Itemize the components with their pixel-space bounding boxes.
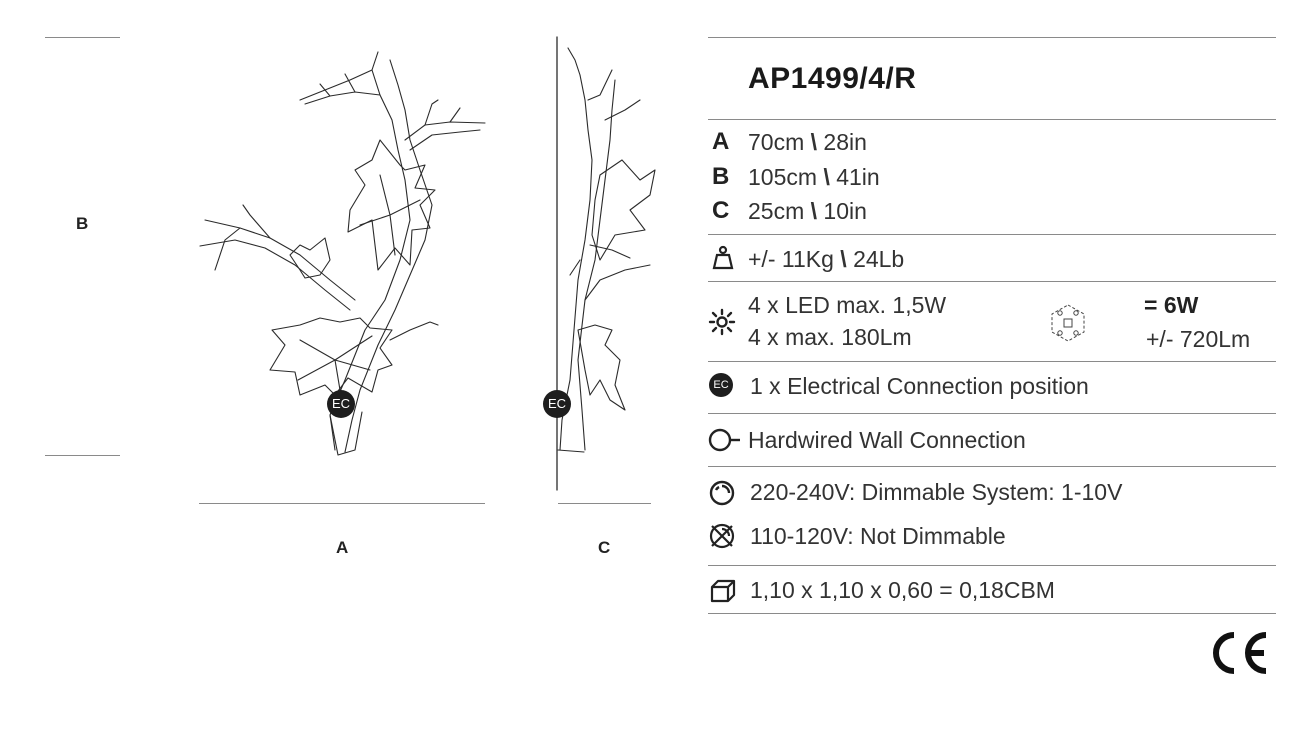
dimension-cm: 105cm [748, 164, 818, 190]
dimension-label-a: A [336, 538, 349, 557]
ec-text: 1 x Electrical Connection position [750, 373, 1089, 399]
dimension-key: C [712, 197, 730, 224]
dimension-label-b: B [76, 214, 89, 233]
dimension-value [748, 198, 867, 225]
dimmable-text: 220-240V: Dimmable System: 1-10V [750, 479, 1123, 505]
light-line-1: 4 x LED max. 1,5W [748, 292, 947, 318]
dimension-key: A [712, 128, 730, 155]
dimension-key: B [712, 163, 730, 190]
weight-value [748, 246, 904, 273]
divider-top [708, 37, 1276, 38]
ce-mark-icon [1208, 630, 1272, 676]
dimension-cm: 25cm [748, 198, 805, 224]
dimension-cm: 70cm [748, 129, 805, 155]
dimension-separator: \ [810, 198, 818, 224]
divider-hardwired [708, 466, 1276, 467]
dimension-value [748, 164, 880, 191]
wall-connection-icon [707, 427, 745, 453]
dimension-value [748, 129, 867, 156]
led-chip-icon [1048, 303, 1088, 343]
side-view-illustration [0, 0, 700, 520]
packaging-text: 1,10 x 1,10 x 0,60 = 0,18CBM [750, 577, 1055, 603]
hardwired-text: Hardwired Wall Connection [748, 427, 1026, 453]
ec-icon: EC [709, 373, 733, 397]
dimension-inch: 41in [836, 164, 880, 190]
divider-title [708, 119, 1276, 120]
divider-dimming [708, 565, 1276, 566]
total-lumen: +/- 720Lm [1146, 326, 1251, 352]
weight-kg: +/- 11Kg [748, 246, 834, 272]
divider-weight [708, 281, 1276, 282]
dimension-label-c: C [598, 538, 611, 557]
divider-ec [708, 413, 1276, 414]
box-icon [710, 579, 736, 603]
dimension-separator: \ [810, 129, 818, 155]
dimension-inch: 10in [823, 198, 867, 224]
weight-lb: 24Lb [853, 246, 905, 272]
ec-badge-front: EC [327, 390, 355, 418]
divider-dimensions [708, 234, 1276, 235]
dimmer-icon [708, 479, 736, 507]
dimension-inch: 28in [823, 129, 867, 155]
dimension-separator: \ [823, 164, 830, 190]
weight-icon [711, 245, 735, 271]
ec-badge-side: EC [543, 390, 571, 418]
model-number: AP1499/4/R [748, 62, 917, 95]
not-dimmable-text: 110-120V: Not Dimmable [750, 523, 1006, 549]
divider-bottom [708, 613, 1276, 614]
weight-separator: \ [840, 246, 847, 272]
not-dimmable-icon [708, 522, 736, 550]
sun-icon [708, 308, 736, 336]
divider-light [708, 361, 1276, 362]
total-wattage: = 6W [1144, 292, 1199, 318]
light-line-2: 4 x max. 180Lm [748, 324, 912, 350]
